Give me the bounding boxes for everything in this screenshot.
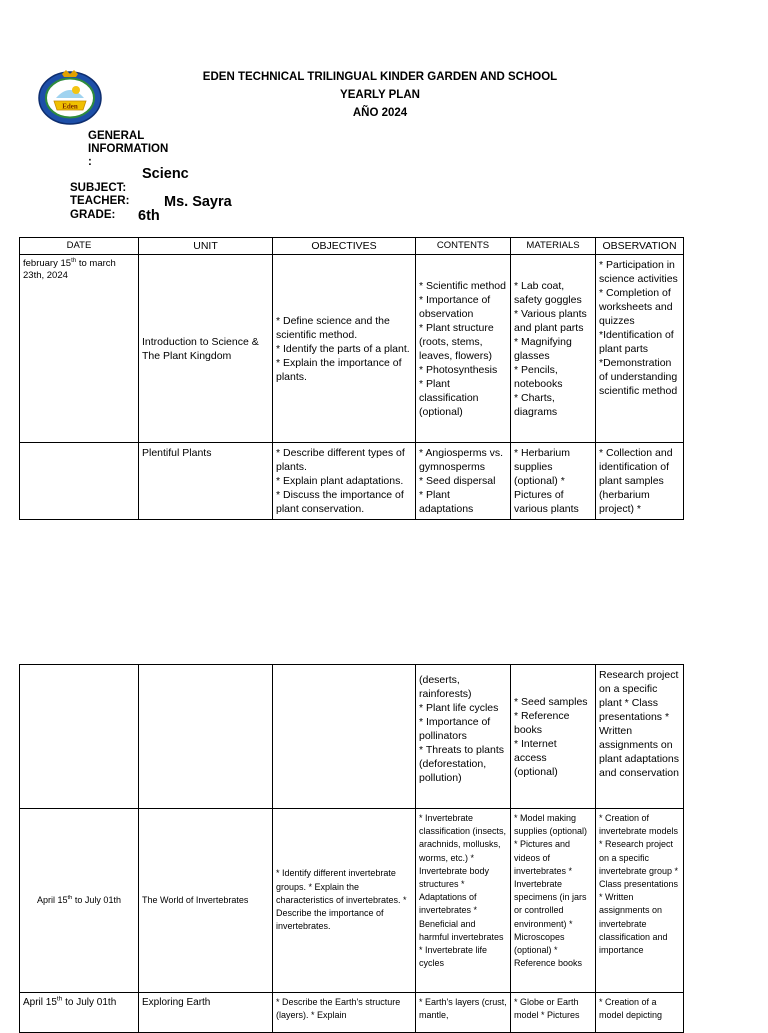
material-item: * Various plants and plant parts — [514, 307, 587, 334]
table-row — [20, 443, 684, 520]
date-ordinal: th — [67, 894, 73, 901]
content-item: * Plant classification (optional) — [419, 377, 479, 418]
date-ordinal: th — [71, 256, 77, 264]
general-info-line: GENERAL — [88, 130, 145, 142]
content-item: * Scientific method — [419, 279, 506, 292]
header-contents: CONTENTS — [416, 238, 511, 255]
teacher-value: Ms. Sayra — [164, 194, 232, 210]
general-info-label — [88, 130, 168, 169]
observation-cell — [596, 665, 684, 809]
materials-cell — [511, 665, 596, 809]
material-item: * Pencils, notebooks — [514, 363, 563, 390]
yearly-plan-table-continued — [19, 664, 684, 1033]
unit-cell: The World of Invertebrates — [139, 809, 273, 993]
teacher-label: TEACHER: — [70, 195, 130, 207]
date-cell — [20, 993, 139, 1033]
content-item: * Importance of pollinators — [419, 716, 491, 742]
content-item: (deserts, rainforests) — [419, 674, 472, 700]
content-item: * Plant life cycles — [419, 702, 499, 714]
contents-cell: * Invertebrate classification (insects, arachnids, mollusks, worms, etc.) * Invertebrate body structures * Adaptations of invertebrates * Beneficial and harmful invertebrates * Invertebrate life cycles — [416, 809, 511, 993]
materials-cell: * Model making supplies (optional) * Pictures and videos of invertebrates * Invertebrate specimens (in jars or controlled environment) * Microscopes (optional) * Reference books — [511, 809, 596, 993]
unit-cell: Exploring Earth — [139, 993, 273, 1033]
contents-cell — [416, 255, 511, 443]
plan-year: AÑO 2024 — [352, 107, 408, 119]
header-observation: OBSERVATION — [596, 238, 684, 255]
material-item: * Reference books — [514, 709, 570, 736]
school-name: EDEN TECHNICAL TRILINGUAL KINDER GARDEN AND SCHOOL — [202, 71, 558, 83]
subject-value: Scienc — [142, 166, 189, 182]
general-info-line: : — [88, 156, 92, 168]
grade-label: GRADE: — [70, 209, 116, 221]
observation-cell: * Creation of a model depicting — [596, 993, 684, 1033]
general-info-line: INFORMATION — [88, 143, 169, 155]
observation-item: * Collection and identification of plant samples (herbarium project) * — [599, 447, 673, 515]
objective-item: * Identify the parts of a plant. — [276, 342, 410, 355]
date-ordinal: th — [56, 995, 63, 1003]
header-materials: MATERIALS — [511, 238, 596, 255]
date-cell — [20, 255, 139, 443]
table-header-row — [20, 238, 684, 255]
table-row — [20, 255, 684, 443]
objectives-cell — [273, 443, 416, 520]
material-item: * Magnifying glasses — [514, 335, 572, 362]
observation-item: Research project on a specific plant * Class presentations * Written assignments on plant adaptations and conservation — [599, 669, 679, 779]
objective-item: * Explain plant adaptations. — [276, 475, 404, 487]
subject-label: SUBJECT: — [70, 182, 127, 194]
content-item: * Plant structure (roots, stems, leaves, flowers) — [419, 321, 494, 362]
yearly-plan-table — [19, 237, 684, 520]
date-text: April 15 — [23, 997, 57, 1008]
observation-item: * Completion of worksheets and quizzes — [599, 287, 673, 327]
table-row — [20, 993, 684, 1033]
date-cell — [20, 443, 139, 520]
objective-item: * Define science and the scientific method. — [276, 314, 390, 341]
observation-cell — [596, 255, 684, 443]
content-item: * Threats to plants (deforestation, pollution) — [419, 744, 505, 784]
contents-cell — [416, 443, 511, 520]
unit-cell: Introduction to Science & The Plant Kingdom — [139, 255, 273, 443]
grade-value: 6th — [138, 208, 160, 224]
date-text: to march 23th, 2024 — [23, 258, 116, 281]
observation-cell: * Creation of invertebrate models * Research project on a specific invertebrate group * Class presentations * Written assignments on invertebrate classification and importance — [596, 809, 684, 993]
header-objectives: OBJECTIVES — [273, 238, 416, 255]
materials-cell — [511, 255, 596, 443]
objectives-cell — [273, 665, 416, 809]
objective-item: * Discuss the importance of plant conservation. — [276, 489, 404, 515]
header-date: DATE — [20, 238, 139, 255]
objective-item: * Describe different types of plants. — [276, 447, 405, 473]
material-item: * Lab coat, safety goggles — [514, 279, 582, 306]
objectives-cell: * Describe the Earth's structure (layers). * Explain — [273, 993, 416, 1033]
content-item: * Photosynthesis — [419, 363, 498, 376]
observation-item: * Participation in science activities — [599, 259, 678, 285]
material-item: * Herbarium supplies (optional) * Pictures of various plants — [514, 447, 579, 515]
objective-item: * Explain the importance of plants. — [276, 356, 402, 383]
observation-item: *Demonstration of understanding scientific method — [599, 357, 678, 397]
content-item: * Seed dispersal — [419, 475, 496, 487]
date-cell — [20, 809, 139, 993]
date-text: April 15 — [37, 894, 68, 905]
logo-text: Eden — [62, 102, 78, 111]
school-logo — [36, 68, 104, 126]
contents-cell — [416, 665, 511, 809]
content-item: * Plant adaptations — [419, 489, 474, 515]
objectives-cell — [273, 255, 416, 443]
material-item: * Charts, diagrams — [514, 391, 558, 418]
unit-cell: Plentiful Plants — [139, 443, 273, 520]
date-text: to July 01th — [72, 894, 121, 905]
materials-cell — [511, 443, 596, 520]
unit-cell — [139, 665, 273, 809]
header-unit: UNIT — [139, 238, 273, 255]
materials-cell: * Globe or Earth model * Pictures — [511, 993, 596, 1033]
plan-title: YEARLY PLAN — [340, 89, 420, 101]
contents-cell: * Earth's layers (crust, mantle, — [416, 993, 511, 1033]
table-row — [20, 809, 684, 993]
material-item: * Seed samples — [514, 695, 588, 708]
observation-cell — [596, 443, 684, 520]
content-item: * Importance of observation — [419, 293, 491, 320]
objectives-cell: * Identify different invertebrate groups. * Explain the characteristics of invertebrates. * Describe the importance of invertebrates. — [273, 809, 416, 993]
material-item: * Internet access (optional) — [514, 737, 558, 778]
observation-item: *Identification of plant parts — [599, 329, 674, 355]
date-cell — [20, 665, 139, 809]
date-text: february 15 — [23, 258, 72, 269]
content-item: * Angiosperms vs. gymnosperms — [419, 447, 504, 473]
date-text: to July 01th — [62, 997, 117, 1008]
table-row — [20, 665, 684, 809]
